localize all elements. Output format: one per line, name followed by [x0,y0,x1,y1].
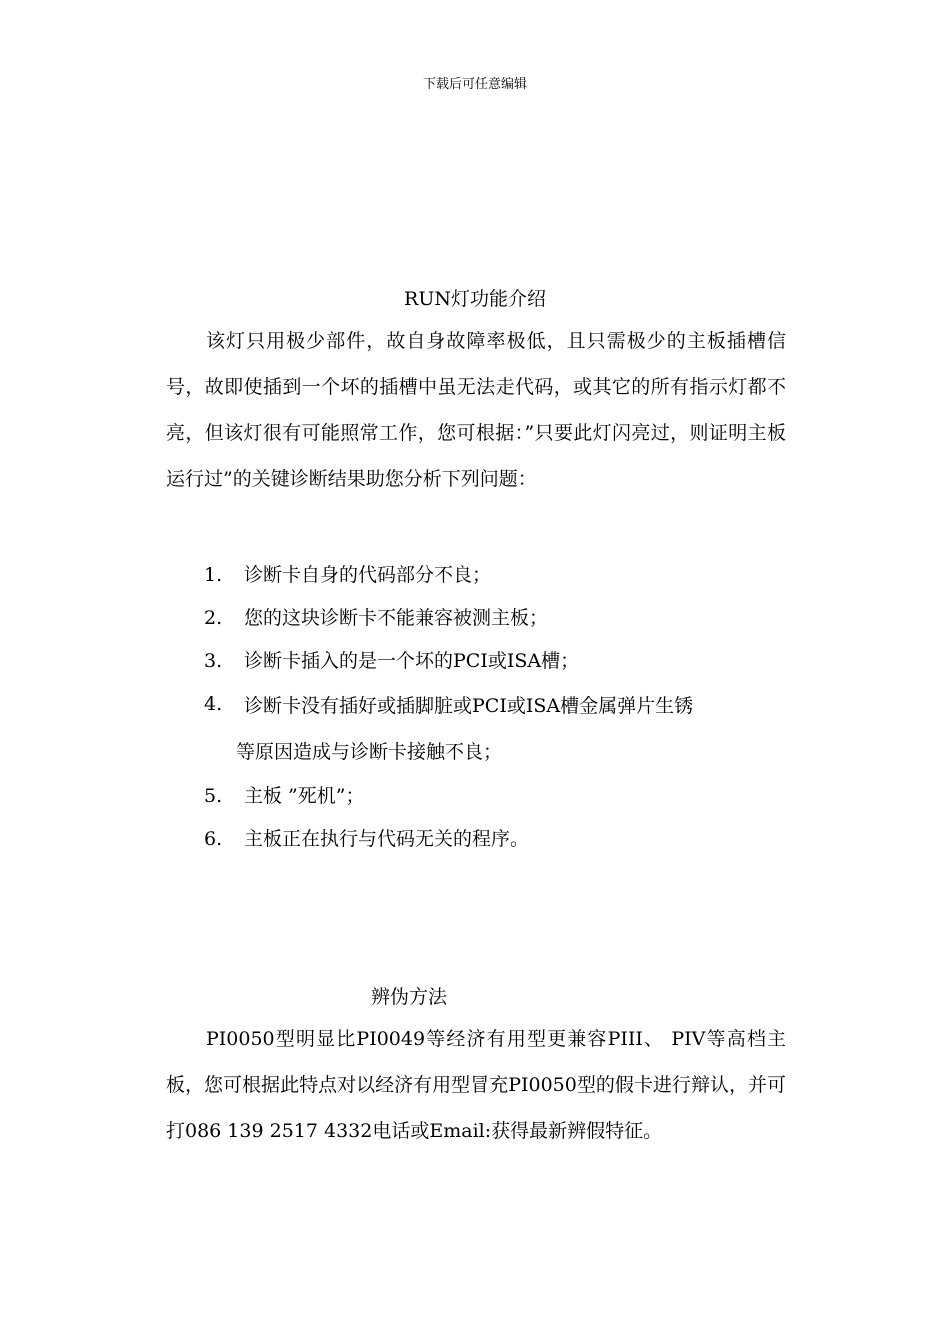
list-number: 5. [204,785,223,807]
list-text-continuation: 等原因造成与诊断卡接触不良； [236,741,503,763]
page-header: 下载后可任意编辑 [422,77,527,92]
list-number: 6. [204,828,223,850]
section-title-run: RUN灯功能介绍 [404,288,546,310]
section-paragraph-anti-fake: PI0050型明显比PI0049等经济有用型更兼容PIII、 PIV等高档主板，您可根据此特点对以经济有用型冒充PI0050型的假卡进行辩认，并可打086 139 2517 4332电话或Email:获得最新辨假特征。 [166,1028,786,1142]
list-text: 您的这块诊断卡不能兼容被测主板； [244,607,549,629]
list-number: 2. [204,607,223,629]
list-number: 3. [204,650,223,672]
list-item [204,818,788,861]
list-text: 主板 ”死机”； [244,785,365,807]
problem-list [204,554,788,861]
list-item [204,683,788,775]
list-text-wrapper [236,683,788,775]
list-text: 诊断卡插入的是一个坏的PCI或ISA槽； [244,650,580,672]
list-item [204,640,788,683]
section-paragraph-run: 该灯只用极少部件，故自身故障率极低，且只需极少的主板插槽信号，故即使插到一个坏的插槽中虽无法走代码，或其它的所有指示灯都不亮，但该灯很有可能照常工作，您可根据：”只要此灯闪亮过，则证明主板运行过”的关键诊断结果助您分析下列问题： [166,330,786,490]
section-title-anti-fake: 辨伪方法 [370,986,447,1008]
list-item [204,554,788,597]
list-item [204,597,788,640]
list-text: 主板正在执行与代码无关的程序。 [244,828,530,850]
list-text: 诊断卡自身的代码部分不良； [244,564,492,586]
list-number: 1. [204,564,223,586]
list-item [204,775,788,818]
list-text: 诊断卡没有插好或插脚脏或PCI或ISA槽金属弹片生锈 [244,695,694,717]
list-number: 4. [204,693,223,715]
